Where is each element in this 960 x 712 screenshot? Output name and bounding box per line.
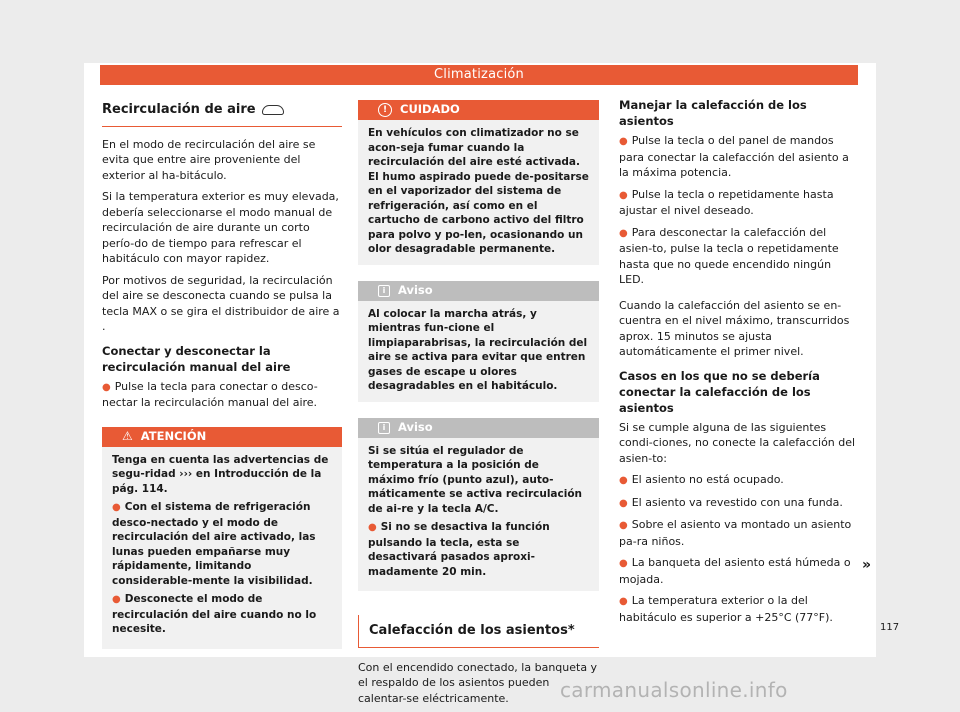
warning-body: Tenga en cuenta las advertencias de segu-ridad ››› en Introducción de la pág. 114. ● Con el sistema de refrigeración desco-nectado y el modo de recirculación del aire activado, las lunas pueden empañarse muy rápidamente, limitando considerable-mente la visibilidad. ● Desconecte el modo de recirculación del aire cuando no lo necesite. — [102, 447, 342, 649]
subheading: Manejar la calefacción de los asientos — [619, 98, 807, 128]
warning-header: ⚠ ATENCIÓN — [102, 427, 342, 447]
bullet-icon: ● — [619, 596, 628, 607]
warning-bullet: ● Con el sistema de refrigeración desco-nectado y el modo de recirculación del aire activado, las lunas pueden empañarse muy rápidamente, limitando considerable-mente la visibilidad. — [112, 501, 316, 587]
bullet-item: ● Pulse la tecla o del panel de mandos para conectar la calefacción del asiento a la máxima potencia. — [619, 134, 849, 179]
note-bullet: ● Si no se desactiva la función pulsando la tecla, esta se desactivará pasados aproxi-madamente 20 min. — [368, 521, 550, 578]
recirculation-icon — [262, 105, 284, 115]
note-box-1 — [358, 281, 599, 402]
column-3 — [619, 97, 859, 631]
note-icon: i — [378, 285, 390, 297]
continued-marker: » — [862, 557, 872, 573]
column-1 — [102, 96, 342, 649]
bullet-icon: ● — [619, 558, 628, 569]
paragraph: Si se cumple alguna de las siguientes condi-ciones, no conecte la calefacción del asien-to: — [619, 420, 856, 465]
bullet-item: ● Pulse la tecla para conectar o desco-nectar la recirculación manual del aire. — [102, 379, 318, 409]
note-icon: i — [378, 422, 390, 434]
warning-bullet: ● Desconecte el modo de recirculación del aire cuando no lo necesite. — [112, 593, 317, 635]
caution-box — [358, 100, 599, 265]
bullet-item: ● Para desconectar la calefacción del asien-to, pulse la tecla o repetidamente hasta que no quede encendido ningún LED. — [619, 225, 839, 286]
paragraph: Cuando la calefacción del asiento se en-cuentra en el nivel máximo, transcurridos aprox. 15 minutos se ajusta automáticamente el primer nivel. — [619, 298, 850, 358]
bullet-icon: ● — [619, 520, 628, 531]
bullet-icon: ● — [619, 136, 628, 147]
subheading: Casos en los que no se debería conectar la calefacción de los asientos — [619, 368, 820, 415]
bullet-icon: ● — [619, 497, 628, 509]
note-header: i Aviso — [358, 281, 599, 301]
paragraph: En el modo de recirculación del aire se evita que entre aire proveniente del exterior al ha-bitáculo. — [102, 137, 316, 182]
note-header: i Aviso — [358, 418, 599, 438]
bullet-icon: ● — [368, 522, 377, 533]
section-title-recirculation: Recirculación de aire — [102, 96, 342, 127]
bullet-icon: ● — [619, 189, 628, 201]
bullet-icon: ● — [112, 594, 121, 605]
list-item: ● La temperatura exterior o la del habitáculo es superior a +25°C (77°F). — [619, 594, 833, 624]
section-title-seat-heating: Calefacción de los asientos* — [358, 615, 599, 648]
paragraph: Por motivos de seguridad, la recirculación del aire se desconecta cuando se pulsa la tecla MAX o se gira el distribuidor de aire a . — [102, 273, 340, 333]
note-body: Al colocar la marcha atrás, y mientras fun-cione el limpiaparabrisas, la recirculación del aire se activa para evitar que entren gases de escape u olores desagradables en el habitáculo. — [368, 307, 588, 392]
list-item: ● El asiento va revestido con una funda. — [619, 495, 843, 509]
warning-triangle-icon: ⚠ — [122, 428, 133, 443]
paragraph: Con el encendido conectado, la banqueta y el respaldo de los asientos pueden calentar-se eléctricamente. — [358, 660, 598, 705]
note-body: Si se sitúa el regulador de temperatura a la posición de máximo frío (punto azul), auto-máticamente se activa recirculación de ai-re y la tecla A/C. ● Si no se desactiva la función pulsando la tecla, esta se desactivará pasados aproxi-madamente 20 min. — [358, 438, 599, 592]
paragraph: Si la temperatura exterior es muy elevada, debería seleccionarse el modo manual de recirculación de aire durante un corto perío-do de tiempo para refrescar el habitáculo con mayor rapidez. — [102, 190, 339, 265]
bullet-icon: ● — [619, 475, 628, 486]
info-circle-icon: ! — [378, 103, 392, 117]
column-2 — [358, 100, 599, 712]
caution-header: ! CUIDADO — [358, 100, 599, 120]
subheading: Conectar y desconectar la recirculación manual del aire — [102, 343, 291, 374]
page-number: 117 — [880, 622, 900, 633]
list-item: ● La banqueta del asiento está húmeda o mojada. — [619, 556, 851, 586]
warning-box — [102, 427, 342, 649]
bullet-icon: ● — [619, 227, 628, 239]
bullet-icon: ● — [112, 502, 121, 513]
caution-body: En vehículos con climatizador no se acon-seja fumar cuando la recirculación del aire esté activada. El humo aspirado puede de-positarse en el vaporizador del sistema de refrigeración, así como en el cartucho de carbono activo del filtro para polvo y po-len, ocasionando un olor desagradable permanente. — [368, 127, 589, 255]
chapter-header: Climatización — [100, 65, 858, 85]
watermark: carmanualsonline.info — [560, 678, 788, 702]
list-item: ● Sobre el asiento va montado un asiento pa-ra niños. — [619, 518, 852, 548]
bullet-icon: ● — [102, 381, 111, 393]
note-box-2 — [358, 418, 599, 592]
bullet-item: ● Pulse la tecla o repetidamente hasta ajustar el nivel deseado. — [619, 187, 834, 217]
list-item: ● El asiento no está ocupado. — [619, 473, 784, 486]
